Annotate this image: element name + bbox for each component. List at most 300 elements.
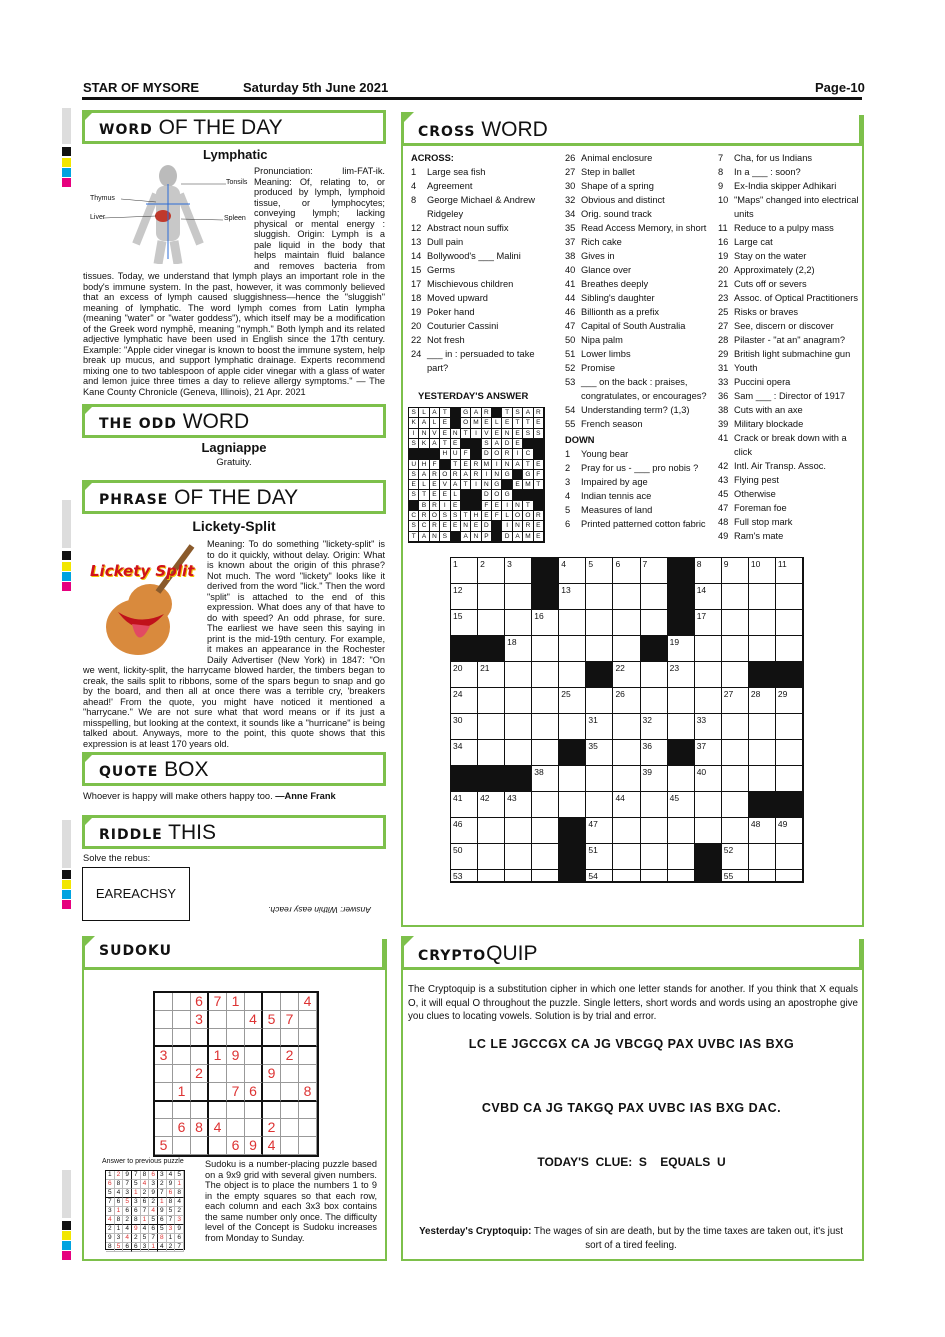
sudoku-cell[interactable] (209, 1029, 227, 1047)
sudoku-cell[interactable]: 7 (209, 993, 227, 1011)
sudoku-cell[interactable] (263, 1102, 281, 1120)
sudoku-cell[interactable] (209, 1137, 227, 1155)
answer-cell: A (419, 418, 429, 428)
crossword-cell[interactable]: 12 (451, 584, 478, 610)
crossword-cell[interactable] (505, 740, 532, 766)
crossword-cell[interactable]: 35 (586, 740, 613, 766)
crossword-cell[interactable]: 45 (668, 792, 695, 818)
sudoku-answer-cell: 7 (149, 1234, 158, 1243)
crossword-cell[interactable] (695, 636, 722, 662)
sudoku-cell[interactable] (155, 1011, 173, 1029)
clue-text: Step in ballet (581, 167, 635, 177)
sudoku-cell[interactable] (209, 1065, 227, 1083)
crossword-cell[interactable] (505, 714, 532, 740)
answer-cell: E (430, 480, 440, 490)
crossword-cell[interactable] (722, 636, 749, 662)
crossword-cell[interactable] (559, 610, 586, 636)
sudoku-cell[interactable] (191, 1083, 209, 1102)
crossword-cell[interactable] (641, 870, 668, 882)
crossword-cell[interactable] (695, 792, 722, 818)
sudoku-cell[interactable]: 4 (263, 1137, 281, 1155)
crossword-cell[interactable] (613, 870, 640, 882)
crossword-cell[interactable]: 11 (776, 558, 803, 584)
sudoku-cell[interactable] (299, 1065, 317, 1083)
crossword-cell[interactable] (776, 610, 803, 636)
crossword-cell[interactable] (641, 818, 668, 844)
crossword-cell[interactable] (505, 584, 532, 610)
clue-item (565, 193, 713, 207)
crossword-cell[interactable] (749, 584, 776, 610)
crossword-cell[interactable]: 7 (641, 558, 668, 584)
sudoku-cell[interactable] (299, 1029, 317, 1047)
crossword-cell[interactable]: 3 (505, 558, 532, 584)
sudoku-cell[interactable]: 6 (191, 993, 209, 1011)
crossword-cell[interactable] (478, 714, 505, 740)
answer-cell: H (440, 449, 450, 459)
crossword-cell[interactable]: 10 (749, 558, 776, 584)
crossword-cell[interactable]: 31 (586, 714, 613, 740)
sudoku-cell[interactable] (173, 1102, 191, 1120)
answer-black-cell (440, 460, 450, 470)
sudoku-cell[interactable]: 8 (299, 1083, 317, 1102)
sudoku-cell[interactable]: 1 (209, 1047, 227, 1065)
crossword-cell[interactable]: 44 (613, 792, 640, 818)
crossword-cell[interactable] (478, 818, 505, 844)
sudoku-cell[interactable]: 4 (209, 1119, 227, 1137)
sudoku-cell[interactable] (281, 1083, 299, 1102)
sudoku-cell[interactable] (281, 993, 299, 1011)
crossword-cell[interactable]: 2 (478, 558, 505, 584)
crossword-cell[interactable]: 21 (478, 662, 505, 688)
sudoku-cell[interactable]: 5 (155, 1137, 173, 1155)
crossword-cell[interactable]: 50 (451, 844, 478, 870)
crossword-cell[interactable]: 51 (586, 844, 613, 870)
riddle-answer: Answer: Within easy reach. (268, 905, 371, 915)
crossword-cell[interactable]: 25 (559, 688, 586, 714)
crossword-cell[interactable]: 49 (776, 818, 803, 844)
sudoku-cell[interactable] (173, 1065, 191, 1083)
crossword-cell[interactable]: 5 (586, 558, 613, 584)
sudoku-cell[interactable] (263, 1029, 281, 1047)
registration-mark (62, 158, 71, 167)
sudoku-cell[interactable] (191, 1047, 209, 1065)
crossword-grid[interactable] (450, 557, 804, 883)
crossword-cell[interactable] (641, 688, 668, 714)
crossword-cell[interactable]: 42 (478, 792, 505, 818)
clue-text: George Michael & Andrew Ridgeley (427, 195, 536, 219)
yesterday-answer-grid (408, 407, 545, 543)
crossword-cell[interactable] (613, 766, 640, 792)
sudoku-cell[interactable] (155, 1065, 173, 1083)
crossword-cell[interactable] (749, 740, 776, 766)
clue-number: 35 (565, 223, 576, 233)
clue-item (718, 431, 860, 459)
sudoku-cell[interactable] (173, 1011, 191, 1029)
crossword-cell[interactable]: 13 (559, 584, 586, 610)
sudoku-grid[interactable] (153, 991, 319, 1157)
crossword-cell[interactable] (776, 584, 803, 610)
answer-cell: N (430, 532, 440, 542)
sudoku-cell[interactable] (263, 1083, 281, 1102)
crossword-cell[interactable] (722, 740, 749, 766)
clue-item (411, 333, 551, 347)
title-small: RIDDLE (99, 827, 163, 843)
clue-number: 41 (565, 279, 576, 289)
sudoku-cell[interactable]: 8 (191, 1119, 209, 1137)
sudoku-cell[interactable] (173, 993, 191, 1011)
registration-mark (62, 900, 71, 909)
crossword-cell[interactable]: 18 (505, 636, 532, 662)
sudoku-cell[interactable] (173, 1029, 191, 1047)
crossword-cell[interactable] (532, 740, 559, 766)
clue-item (565, 461, 713, 475)
answer-cell: D (482, 490, 492, 500)
crossword-cell[interactable] (505, 662, 532, 688)
sudoku-cell[interactable] (299, 1102, 317, 1120)
sudoku-cell[interactable] (155, 1102, 173, 1120)
sudoku-cell[interactable] (227, 1119, 245, 1137)
sudoku-cell[interactable] (155, 1119, 173, 1137)
crossword-cell[interactable] (722, 766, 749, 792)
crossword-cell[interactable]: 22 (613, 662, 640, 688)
corner-flag (82, 936, 95, 949)
crossword-cell[interactable] (722, 818, 749, 844)
crossword-cell[interactable] (505, 870, 532, 882)
crossword-cell[interactable] (722, 662, 749, 688)
crossword-cell[interactable] (559, 714, 586, 740)
crossword-cell[interactable] (505, 688, 532, 714)
crossword-cell[interactable]: 40 (695, 766, 722, 792)
crossword-cell[interactable] (776, 740, 803, 766)
sudoku-cell[interactable]: 2 (191, 1065, 209, 1083)
crossword-cell[interactable] (586, 792, 613, 818)
crossword-cell[interactable] (776, 636, 803, 662)
crossword-cell[interactable] (532, 870, 559, 882)
answer-cell: I (440, 501, 450, 511)
clue-number: 3 (565, 477, 571, 487)
crossword-cell[interactable]: 15 (451, 610, 478, 636)
clue-text: Ram's mate (734, 531, 784, 541)
crossword-cell[interactable]: 6 (613, 558, 640, 584)
sudoku-cell[interactable] (299, 1119, 317, 1137)
crossword-cell[interactable] (641, 662, 668, 688)
sudoku-cell[interactable] (299, 1047, 317, 1065)
crossword-cell[interactable]: 30 (451, 714, 478, 740)
crossword-cell[interactable] (668, 844, 695, 870)
sudoku-cell[interactable]: 2 (281, 1047, 299, 1065)
sudoku-cell[interactable] (191, 1102, 209, 1120)
crossword-cell[interactable]: 32 (641, 714, 668, 740)
clue-number: 30 (565, 181, 576, 191)
sudoku-cell[interactable]: 6 (173, 1119, 191, 1137)
sudoku-answer-cell: 1 (106, 1171, 115, 1180)
crossword-cell[interactable]: 41 (451, 792, 478, 818)
crossword-cell[interactable] (668, 688, 695, 714)
crossword-cell[interactable]: 1 (451, 558, 478, 584)
crossword-cell[interactable] (776, 844, 803, 870)
clue-text: Agreement (427, 181, 473, 191)
answer-cell: O (430, 511, 440, 521)
clue-text: Impaired by age (581, 477, 648, 487)
crossword-cell[interactable] (505, 610, 532, 636)
answer-cell: A (492, 439, 502, 449)
clue-item (565, 291, 713, 305)
sudoku-cell[interactable]: 6 (227, 1137, 245, 1155)
sudoku-cell[interactable] (245, 1065, 263, 1083)
answer-cell: N (461, 521, 471, 531)
sudoku-cell[interactable] (281, 1065, 299, 1083)
crossword-cell[interactable] (613, 818, 640, 844)
crossword-cell[interactable]: 33 (695, 714, 722, 740)
crossword-cell[interactable]: 20 (451, 662, 478, 688)
sudoku-cell[interactable] (191, 1137, 209, 1155)
sudoku-cell[interactable] (227, 1011, 245, 1029)
crossword-cell[interactable]: 34 (451, 740, 478, 766)
crossword-cell[interactable]: 38 (532, 766, 559, 792)
answer-cell: G (523, 470, 533, 480)
crossword-cell[interactable] (478, 584, 505, 610)
clue-list (411, 165, 551, 375)
crossword-cell[interactable] (532, 636, 559, 662)
crossword-cell[interactable]: 24 (451, 688, 478, 714)
sudoku-cell[interactable]: 7 (227, 1083, 245, 1102)
crossword-cell[interactable] (641, 844, 668, 870)
crossword-cell[interactable] (749, 870, 776, 882)
crossword-cell[interactable] (722, 792, 749, 818)
crossword-cell[interactable]: 26 (613, 688, 640, 714)
clue-text: Couturier Cassini (427, 321, 499, 331)
crossword-cell[interactable]: 8 (695, 558, 722, 584)
clue-number: 10 (718, 195, 729, 205)
crossword-cell[interactable] (505, 844, 532, 870)
clue-number: 7 (718, 153, 724, 163)
crossword-cell[interactable] (532, 844, 559, 870)
crossword-cell[interactable] (559, 636, 586, 662)
sudoku-cell[interactable]: 7 (281, 1011, 299, 1029)
crossword-cell[interactable] (532, 662, 559, 688)
crossword-cell[interactable] (722, 584, 749, 610)
crossword-cell[interactable] (776, 870, 803, 882)
crossword-cell[interactable] (478, 740, 505, 766)
clue-text: Dull pain (427, 237, 464, 247)
crossword-cell[interactable] (586, 636, 613, 662)
sudoku-cell[interactable] (245, 1119, 263, 1137)
sudoku-cell[interactable] (281, 1119, 299, 1137)
clue-number: 12 (411, 223, 422, 233)
crossword-cell[interactable] (586, 610, 613, 636)
crossword-cell[interactable] (532, 714, 559, 740)
sudoku-cell[interactable]: 9 (227, 1047, 245, 1065)
answer-cell: O (461, 418, 471, 428)
crossword-cell[interactable]: 16 (532, 610, 559, 636)
crossword-cell[interactable]: 19 (668, 636, 695, 662)
sudoku-answer-cell: 6 (106, 1180, 115, 1189)
sudoku-cell[interactable]: 6 (245, 1083, 263, 1102)
crossword-cell[interactable] (641, 610, 668, 636)
answer-cell: F (430, 460, 440, 470)
crossword-cell[interactable] (695, 662, 722, 688)
clue-item (718, 347, 860, 361)
sudoku-answer-cell: 9 (158, 1207, 167, 1216)
crossword-cell[interactable]: 43 (505, 792, 532, 818)
crossword-cell[interactable] (776, 766, 803, 792)
crossword-cell[interactable]: 17 (695, 610, 722, 636)
crossword-cell[interactable] (695, 688, 722, 714)
sudoku-cell[interactable] (209, 1011, 227, 1029)
crossword-cell[interactable] (668, 818, 695, 844)
crossword-cell[interactable]: 54 (586, 870, 613, 882)
crossword-cell[interactable] (613, 610, 640, 636)
crossword-cell[interactable] (586, 584, 613, 610)
crossword-cell[interactable] (478, 870, 505, 882)
crossword-cell[interactable] (749, 610, 776, 636)
sudoku-cell[interactable]: 3 (191, 1011, 209, 1029)
sudoku-cell[interactable] (299, 1137, 317, 1155)
sudoku-cell[interactable]: 2 (263, 1119, 281, 1137)
answer-cell: E (534, 532, 544, 542)
answer-black-cell (471, 449, 481, 459)
crossword-cell[interactable] (722, 610, 749, 636)
crossword-cell[interactable] (668, 870, 695, 882)
quote-title (82, 752, 386, 786)
sudoku-answer-cell: 1 (141, 1216, 150, 1225)
crossword-cell[interactable] (613, 844, 640, 870)
across-column-1 (411, 151, 551, 375)
crossword-cell[interactable]: 28 (749, 688, 776, 714)
answer-black-cell (409, 449, 419, 459)
sudoku-cell[interactable] (263, 1047, 281, 1065)
crossword-cell[interactable] (722, 714, 749, 740)
sudoku-cell[interactable] (245, 1029, 263, 1047)
sudoku-cell[interactable]: 9 (263, 1065, 281, 1083)
sudoku-cell[interactable] (155, 1029, 173, 1047)
crossword-cell[interactable] (478, 610, 505, 636)
crossword-cell[interactable]: 47 (586, 818, 613, 844)
crossword-cell[interactable] (613, 584, 640, 610)
clue-item (565, 305, 713, 319)
crossword-cell[interactable] (668, 766, 695, 792)
crossword-cell[interactable]: 29 (776, 688, 803, 714)
crossword-cell[interactable]: 55 (722, 870, 749, 882)
crossword-cell[interactable] (613, 714, 640, 740)
sudoku-cell[interactable] (245, 993, 263, 1011)
answer-cell: D (502, 439, 512, 449)
crossword-cell[interactable] (749, 844, 776, 870)
answer-cell: B (419, 501, 429, 511)
sudoku-cell[interactable] (245, 1047, 263, 1065)
crossword-cell[interactable] (586, 688, 613, 714)
crossword-cell[interactable] (668, 714, 695, 740)
crossword-cell[interactable] (478, 844, 505, 870)
sudoku-cell[interactable] (173, 1047, 191, 1065)
crossword-cell[interactable] (505, 818, 532, 844)
cryptoquip-line-2: CVBD CA JG TAKGQ PAX UVBC IAS BXG DAC. (481, 1101, 782, 1115)
sudoku-answer-cell: 4 (141, 1180, 150, 1189)
crossword-cell[interactable]: 36 (641, 740, 668, 766)
sudoku-cell[interactable]: 1 (173, 1083, 191, 1102)
crossword-cell[interactable] (559, 766, 586, 792)
sudoku-cell[interactable]: 9 (245, 1137, 263, 1155)
sudoku-cell[interactable] (209, 1102, 227, 1120)
phrase-text: Meaning: To do something "lickety-split" is to do it quickly, without delay. Origin: What is known about the origin of this phrase? Not much. The word "lickety" looks like it derived from the word "lick." Then the word "split" is attached to the end of this expression. What does any of that have to do with speed? An odd phrase, for sure. The earliest we have seen this saying in print is the mid-19th century. For example, it makes an appearance in the Rochester Daily Advertiser (New York) in 1847: "On we went, lickity-split, the harrycame blowed harder, the timbers began to creak, the sails split to ribbons, some of the spars begun to snap and go by the board, and then all at once there was a terrible cry, 'breakers ahead!' From the quote, you might have noticed it mentioned a "harrycane." We are not sure what that word means or if its just a misspelling, but looking at the context, it sounds like a "hurricane" is being talked about. Anyways, more to the point, this quote shows that this expression is at least 170 years old. (83, 539, 385, 749)
sudoku-cell[interactable]: 4 (245, 1011, 263, 1029)
clue-number: 49 (718, 531, 729, 541)
crossword-cell[interactable]: 39 (641, 766, 668, 792)
sudoku-cell[interactable] (281, 1102, 299, 1120)
sudoku-cell[interactable] (155, 1083, 173, 1102)
crossword-cell[interactable] (532, 792, 559, 818)
crossword-cell[interactable] (749, 636, 776, 662)
sudoku-cell[interactable] (299, 1011, 317, 1029)
crossword-cell[interactable]: 14 (695, 584, 722, 610)
crossword-cell[interactable]: 48 (749, 818, 776, 844)
crossword-cell[interactable]: 23 (668, 662, 695, 688)
sudoku-cell[interactable]: 1 (227, 993, 245, 1011)
crossword-cell[interactable] (532, 688, 559, 714)
clue-number: 27 (718, 321, 729, 331)
sudoku-cell[interactable]: 5 (263, 1011, 281, 1029)
sudoku-answer-cell: 7 (106, 1198, 115, 1207)
sudoku-cell[interactable]: 4 (299, 993, 317, 1011)
answer-cell: R (430, 501, 440, 511)
clue-number: 11 (718, 223, 728, 233)
sudoku-cell[interactable] (209, 1083, 227, 1102)
crossword-cell[interactable]: 46 (451, 818, 478, 844)
sudoku-cell[interactable] (245, 1102, 263, 1120)
answer-black-cell (451, 418, 461, 428)
crossword-cell[interactable]: 27 (722, 688, 749, 714)
clue-number: 24 (411, 349, 422, 359)
crossword-cell[interactable]: 9 (722, 558, 749, 584)
sudoku-cell[interactable] (227, 1029, 245, 1047)
crossword-cell[interactable] (641, 792, 668, 818)
clue-item (411, 319, 551, 333)
crossword-cell[interactable] (749, 714, 776, 740)
crossword-cell[interactable]: 52 (722, 844, 749, 870)
sudoku-cell[interactable] (281, 1137, 299, 1155)
crossword-cell[interactable] (532, 818, 559, 844)
answer-cell: E (440, 418, 450, 428)
crossword-cell[interactable] (613, 636, 640, 662)
answer-cell: T (440, 408, 450, 418)
crossword-cell[interactable] (749, 766, 776, 792)
sudoku-cell[interactable] (191, 1029, 209, 1047)
crossword-cell[interactable] (559, 662, 586, 688)
answer-black-cell (534, 439, 544, 449)
crossword-cell[interactable]: 4 (559, 558, 586, 584)
crossword-cell[interactable] (478, 688, 505, 714)
crossword-cell[interactable] (586, 766, 613, 792)
crossword-cell[interactable] (613, 740, 640, 766)
crossword-cell[interactable] (695, 818, 722, 844)
sudoku-cell[interactable] (227, 1065, 245, 1083)
crossword-cell[interactable] (776, 714, 803, 740)
sudoku-answer-cell: 7 (167, 1216, 176, 1225)
sudoku-cell[interactable] (263, 993, 281, 1011)
crossword-cell[interactable] (559, 792, 586, 818)
answer-cell: R (430, 521, 440, 531)
sudoku-cell[interactable] (227, 1102, 245, 1120)
sudoku-cell[interactable] (281, 1029, 299, 1047)
crossword-cell[interactable]: 53 (451, 870, 478, 882)
crossword-cell[interactable]: 37 (695, 740, 722, 766)
sudoku-answer-cell: 9 (106, 1234, 115, 1243)
riddle-prompt: Solve the rebus: (83, 853, 151, 863)
sudoku-cell[interactable]: 3 (155, 1047, 173, 1065)
sudoku-cell[interactable] (173, 1137, 191, 1155)
sudoku-cell[interactable] (155, 993, 173, 1011)
crossword-cell[interactable] (641, 584, 668, 610)
